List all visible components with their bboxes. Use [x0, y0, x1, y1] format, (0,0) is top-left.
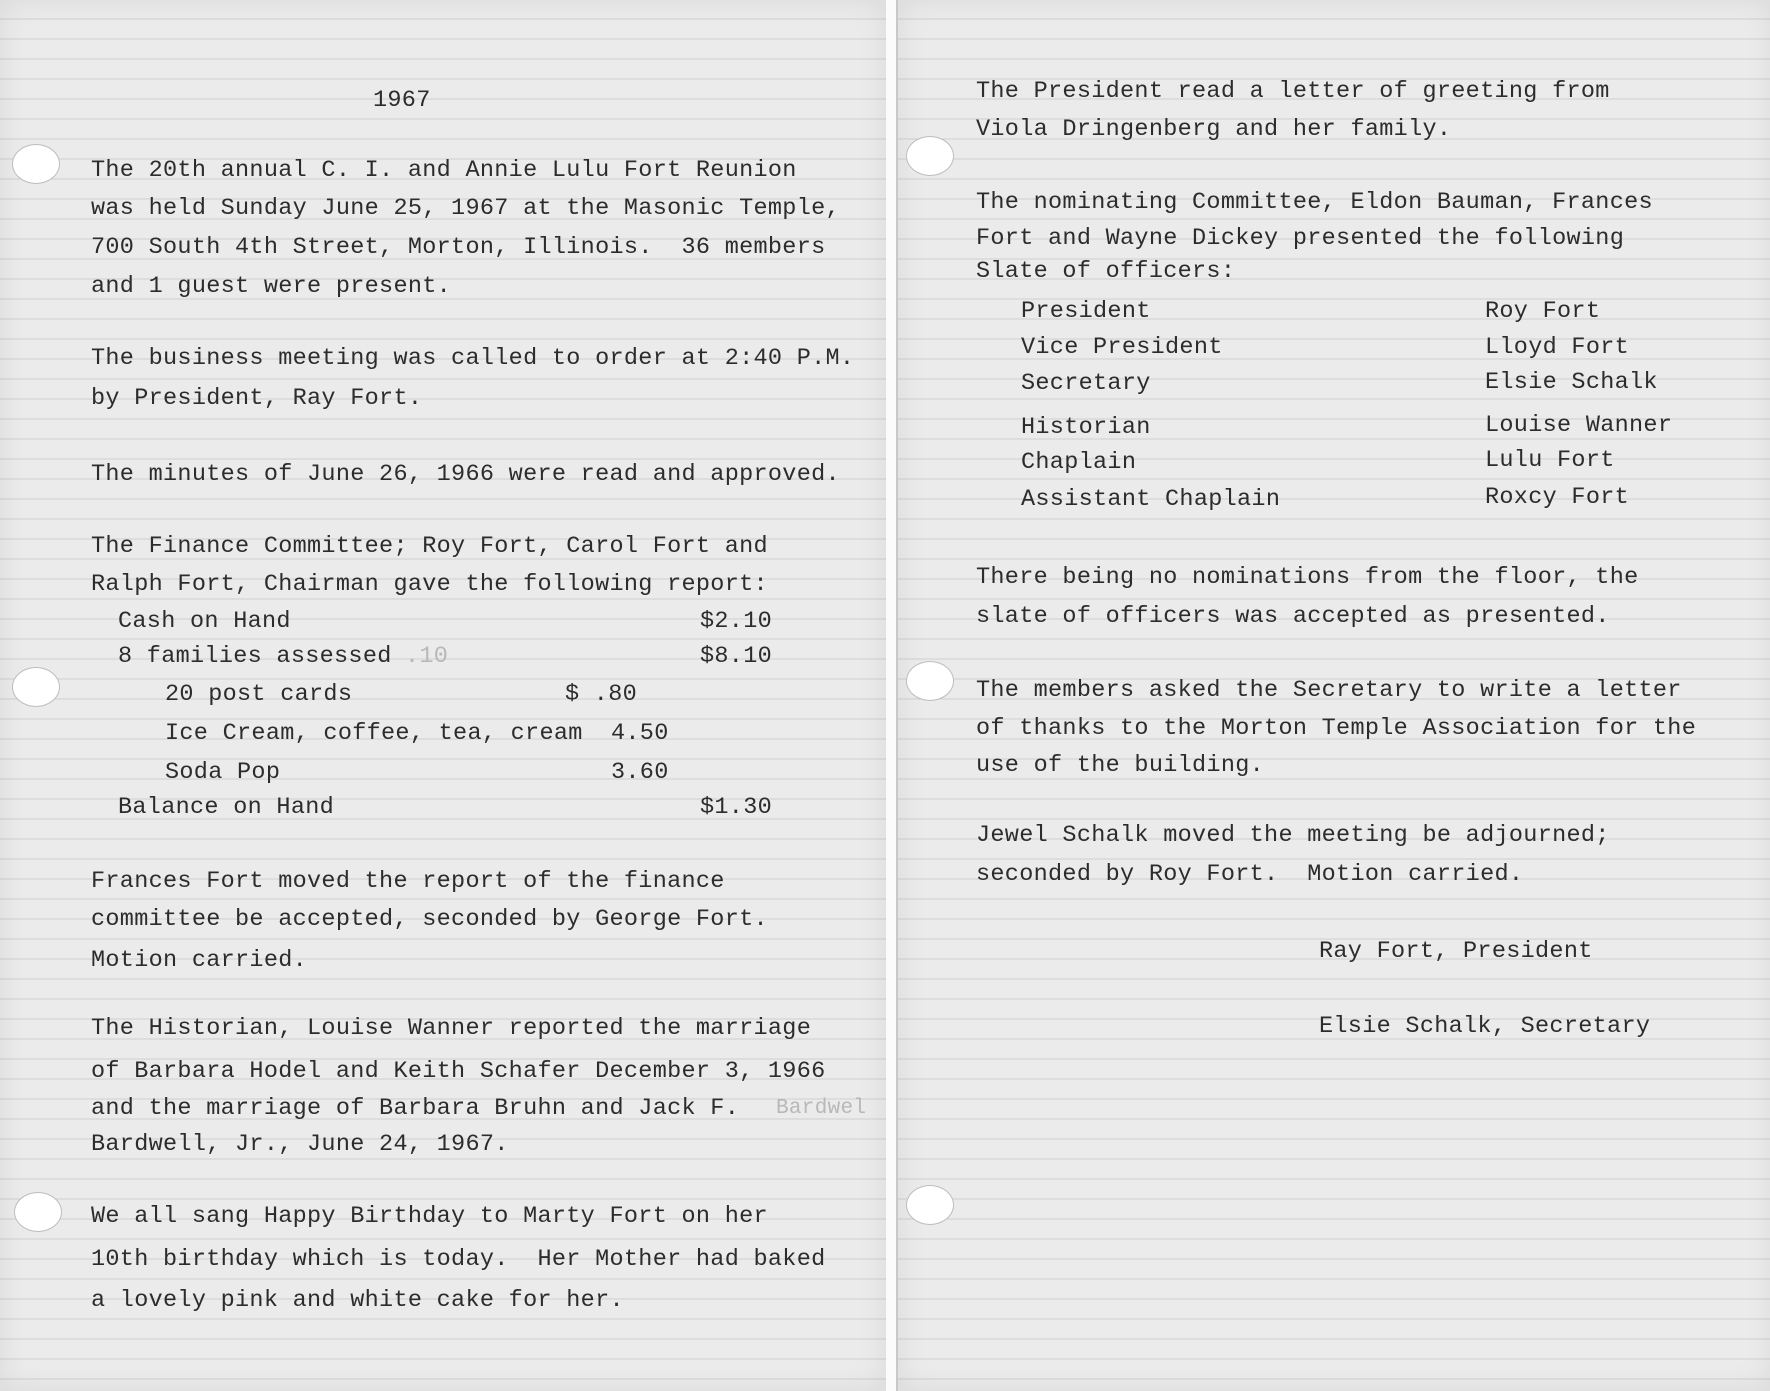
finance-value-balance: $1.30	[700, 794, 773, 821]
paragraph-line: Fort and Wayne Dickey presented the following	[976, 225, 1625, 252]
officer-title: Secretary	[1021, 370, 1151, 397]
paragraph-line: The Historian, Louise Wanner reported the marriage	[91, 1015, 812, 1042]
paragraph-line: a lovely pink and white cake for her.	[91, 1287, 624, 1314]
officer-name: Lulu Fort	[1485, 447, 1615, 474]
finance-value-assessed: $8.10	[700, 643, 773, 670]
officer-name: Roxcy Fort	[1485, 484, 1630, 511]
paragraph-line: committee be accepted, seconded by George Fort.	[91, 906, 768, 933]
finance-value-icecream: 4.50	[611, 720, 669, 747]
finance-label-cash: Cash on Hand	[118, 608, 291, 635]
paragraph-line: Ralph Fort, Chairman gave the following report:	[91, 571, 768, 598]
paragraph-line: use of the building.	[976, 752, 1265, 779]
finance-label-assessed: 8 families assessed	[118, 643, 392, 670]
punch-hole	[14, 1192, 62, 1232]
officer-title: Assistant Chaplain	[1021, 486, 1281, 513]
officer-title: Vice President	[1021, 334, 1223, 361]
finance-label-soda: Soda Pop	[165, 759, 281, 786]
paragraph-line: The members asked the Secretary to write a letter	[976, 677, 1682, 704]
paragraph-line: Motion carried.	[91, 947, 308, 974]
president-signature-line: Ray Fort, President	[1319, 938, 1593, 965]
secretary-signature-line: Elsie Schalk, Secretary	[1319, 1013, 1651, 1040]
paragraph-line: Slate of officers:	[976, 258, 1236, 285]
finance-strike-text: .10	[405, 643, 449, 670]
officer-title: President	[1021, 298, 1151, 325]
officer-name: Lloyd Fort	[1485, 334, 1630, 361]
officer-name: Louise Wanner	[1485, 412, 1673, 439]
paragraph-line: seconded by Roy Fort. Motion carried.	[976, 861, 1524, 888]
paragraph-line: We all sang Happy Birthday to Marty Fort on her	[91, 1203, 768, 1230]
punch-hole	[906, 1185, 954, 1225]
paragraph-line: Bardwell, Jr., June 24, 1967.	[91, 1131, 509, 1158]
paragraph-line: was held Sunday June 25, 1967 at the Masonic Temple,	[91, 195, 840, 222]
finance-value-soda: 3.60	[611, 759, 669, 786]
right-page	[896, 0, 1770, 1391]
paragraph-line: of Barbara Hodel and Keith Schafer December 3, 1966	[91, 1058, 826, 1085]
paragraph-line: 700 South 4th Street, Morton, Illinois. 36 members	[91, 234, 826, 261]
punch-hole	[12, 144, 60, 184]
paragraph-line: and the marriage of Barbara Bruhn and Jack F.	[91, 1095, 740, 1122]
paragraph-line: There being no nominations from the floor, the	[976, 564, 1639, 591]
paragraph-line: and 1 guest were present.	[91, 273, 452, 300]
officer-name: Roy Fort	[1485, 298, 1601, 325]
officer-title: Historian	[1021, 414, 1151, 441]
finance-value-postcards: $ .80	[565, 681, 638, 708]
paragraph-line: The minutes of June 26, 1966 were read and approved.	[91, 461, 840, 488]
paragraph-line: slate of officers was accepted as presented.	[976, 603, 1610, 630]
paragraph-line: The business meeting was called to order at 2:40 P.M.	[91, 345, 855, 372]
paragraph-line: by President, Ray Fort.	[91, 385, 423, 412]
paragraph-line: The President read a letter of greeting from	[976, 78, 1610, 105]
finance-value-cash: $2.10	[700, 608, 773, 635]
faded-strike-word: Bardwel	[776, 1097, 867, 1120]
paragraph-line: 10th birthday which is today. Her Mother had baked	[91, 1246, 826, 1273]
paragraph-line: Frances Fort moved the report of the finance	[91, 868, 725, 895]
punch-hole	[12, 667, 60, 707]
finance-label-postcards: 20 post cards	[165, 681, 353, 708]
punch-hole	[906, 661, 954, 701]
paragraph-line: The nominating Committee, Eldon Bauman, Frances	[976, 189, 1653, 216]
paragraph-line: Jewel Schalk moved the meeting be adjourned;	[976, 822, 1610, 849]
punch-hole	[906, 136, 954, 176]
paragraph-line: Viola Dringenberg and her family.	[976, 116, 1452, 143]
paragraph-line: of thanks to the Morton Temple Association for the	[976, 715, 1697, 742]
officer-title: Chaplain	[1021, 449, 1137, 476]
page-gutter	[886, 0, 896, 1391]
paragraph-line: The Finance Committee; Roy Fort, Carol Fort and	[91, 533, 768, 560]
finance-label-balance: Balance on Hand	[118, 794, 335, 821]
officer-name: Elsie Schalk	[1485, 369, 1658, 396]
finance-label-icecream: Ice Cream, coffee, tea, cream	[165, 720, 583, 747]
year-heading: 1967	[373, 87, 431, 114]
paragraph-line: The 20th annual C. I. and Annie Lulu Fort Reunion	[91, 157, 797, 184]
